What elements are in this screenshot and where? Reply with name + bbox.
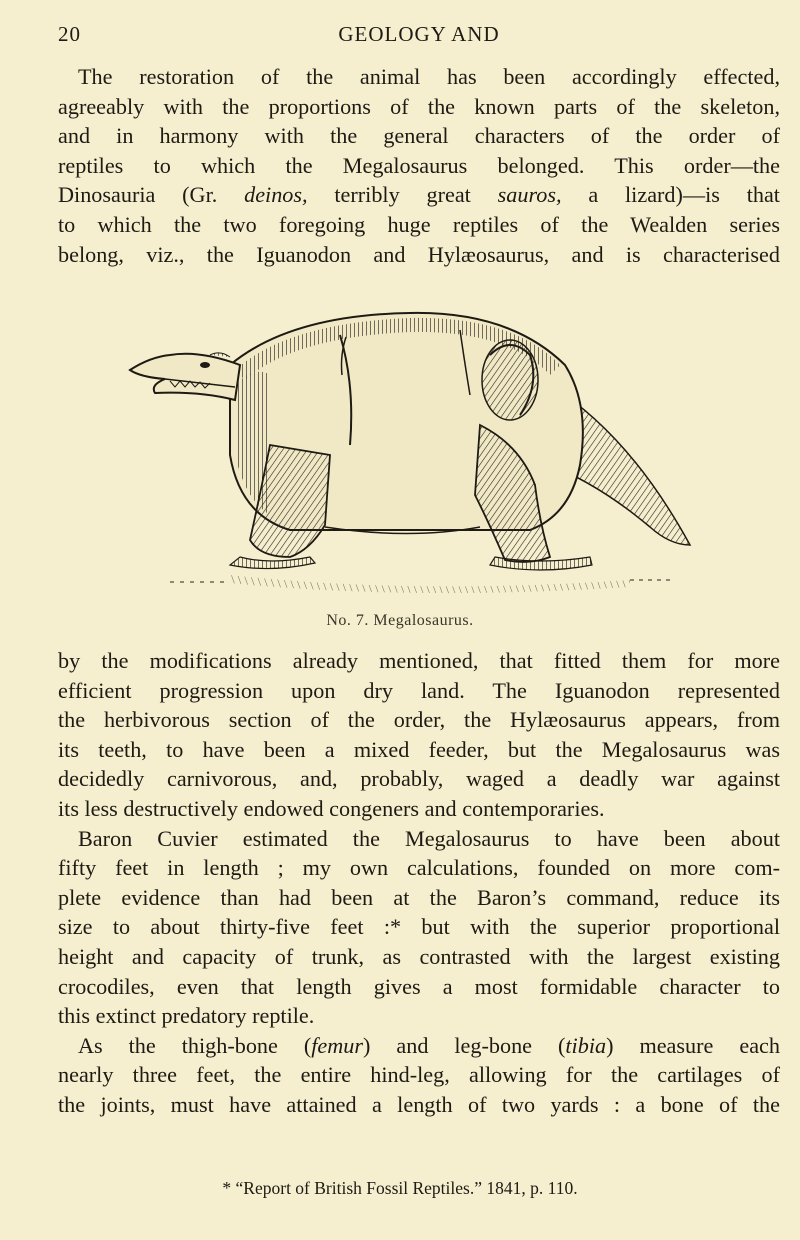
text-line: nearly three feet, the entire hind-leg, allowing for the cartilages of (58, 1062, 780, 1088)
page-number: 20 (58, 22, 81, 46)
greek-word-deinos: deinos, (244, 182, 308, 208)
text-line: agreeably with the proportions of the known parts of the skeleton, (58, 93, 780, 119)
eye (200, 362, 210, 368)
paragraph-2 (58, 646, 780, 1120)
greek-word-sauros: sauros, (497, 182, 562, 208)
text-line: its teeth, to have been a mixed feeder, but the Megalosaurus was (58, 736, 780, 762)
text-run: terribly great (307, 182, 498, 208)
text-line: efficient progression upon dry land. The Iguanodon represented (58, 677, 780, 703)
text-run: As the thigh-bone ( (78, 1032, 312, 1058)
text-line: plete evidence than had been at the Baron’s command, reduce its (58, 884, 780, 910)
text-line (58, 180, 780, 210)
text-line: this extinct predatory reptile. (58, 1003, 315, 1029)
text-line: crocodiles, even that length gives a most formidable character to (58, 973, 780, 999)
ground-shadow (230, 575, 630, 593)
text-line: by the modifications already mentioned, that fitted them for more (58, 648, 780, 673)
pelvis (482, 340, 538, 420)
head (130, 354, 240, 400)
text-run: ) and leg-bone ( (363, 1032, 566, 1058)
text-line: the joints, must have attained a length of two yards : a bone of the (58, 1091, 780, 1117)
term-femur: femur (311, 1032, 363, 1058)
text-run: Dinosauria (Gr. (58, 182, 245, 208)
text-line: belong, viz., the Iguanodon and Hylæosaurus, and is characterised (58, 241, 780, 267)
text-run: ) measure each (606, 1032, 780, 1058)
text-line: The restoration of the animal has been accordingly effected, (78, 64, 780, 89)
term-tibia: tibia (565, 1032, 607, 1058)
running-head (58, 22, 780, 52)
running-title: GEOLOGY AND (338, 22, 500, 46)
footnote: * “Report of British Fossil Reptiles.” 1841, p. 110. (222, 1178, 578, 1198)
text-line: size to about thirty-five feet :* but with the superior proportional (58, 914, 780, 940)
text-line: to which the two foregoing huge reptiles of the Wealden series (58, 211, 780, 237)
megalosaurus-illustration (110, 295, 710, 605)
text-line: its less destructively endowed congeners and contemporaries. (58, 795, 605, 821)
text-line: reptiles to which the Megalosaurus belonged. This order—the (58, 152, 780, 178)
text-line: height and capacity of trunk, as contrasted with the largest existing (58, 943, 780, 969)
figure-caption: No. 7. Megalosaurus. (326, 612, 474, 629)
paragraph-1 (58, 62, 780, 269)
text-line: Baron Cuvier estimated the Megalosaurus to have been about (78, 825, 780, 851)
text-line: and in harmony with the general characters of the order of (58, 123, 780, 149)
text-line: fifty feet in length ; my own calculations, founded on more com- (58, 855, 780, 881)
text-line: decidedly carnivorous, and, probably, waged a deadly war against (58, 766, 780, 792)
text-line: the herbivorous section of the order, the Hylæosaurus appears, from (58, 707, 780, 733)
text-run: a lizard)—is that (561, 182, 780, 208)
text-line (58, 1031, 780, 1061)
